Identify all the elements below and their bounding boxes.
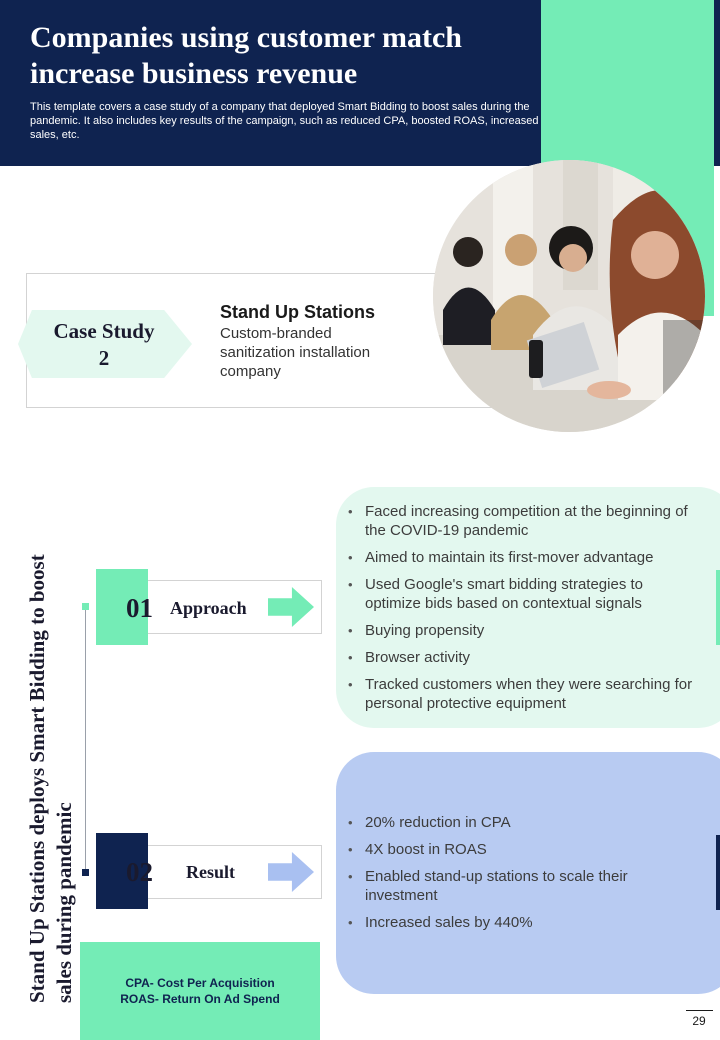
page-title: Companies using customer match increase business revenue [30,21,462,90]
case-study-number: 2 [98,346,110,370]
approach-label: Approach [170,598,247,618]
list-item: • Aimed to maintain its first-mover advantage [346,548,698,567]
approach-bullet-list [346,502,698,721]
timeline-marker-approach [82,603,89,610]
result-label: Result [186,862,235,882]
list-item: • Used Google's smart bidding strategies to optimize bids based on contextual signals [346,575,698,613]
list-item: • Tracked customers when they were searching for personal protective equipment [346,675,698,713]
list-item: • Browser activity [346,648,698,667]
page-number: 29 [692,1014,706,1028]
office-photo [433,160,705,432]
abbreviation-cpa: CPA- Cost Per Acquisition [125,976,275,990]
abbreviation-roas: ROAS- Return On Ad Spend [120,992,280,1006]
approach-panel-edge [716,570,720,645]
company-description: Custom-branded sanitization installation company [220,325,371,380]
list-item: • 4X boost in ROAS [346,840,698,859]
page-number-rule [686,1010,713,1011]
case-study-label [34,318,174,372]
timeline-marker-result [82,869,89,876]
list-item: • 20% reduction in CPA [346,813,698,832]
company-name: Stand Up Stations [220,302,376,322]
list-item: • Faced increasing competition at the beginning of the COVID-19 pandemic [346,502,698,540]
result-bullet-list [346,813,698,940]
result-panel-edge [716,835,720,910]
case-study-label-text: Case Study [53,319,155,343]
timeline-line [85,606,86,876]
list-item: • Increased sales by 440% [346,913,698,932]
photo-illustration [433,160,705,432]
abbreviation-text [80,975,320,1007]
approach-number: 01 [126,593,153,623]
list-item: • Enabled stand-up stations to scale their investment [346,867,698,905]
side-title: Stand Up Stations deploys Smart Bidding to boost sales during pandemic [25,554,76,1003]
page-subtitle: This template covers a case study of a company that deployed Smart Bidding to boost sales during the pandemic. It also includes key results of the campaign, such as reduced CPA, boosted ROAS, increased sales, etc. [30,101,539,141]
list-item: • Buying propensity [346,621,698,640]
result-number: 02 [126,857,153,887]
